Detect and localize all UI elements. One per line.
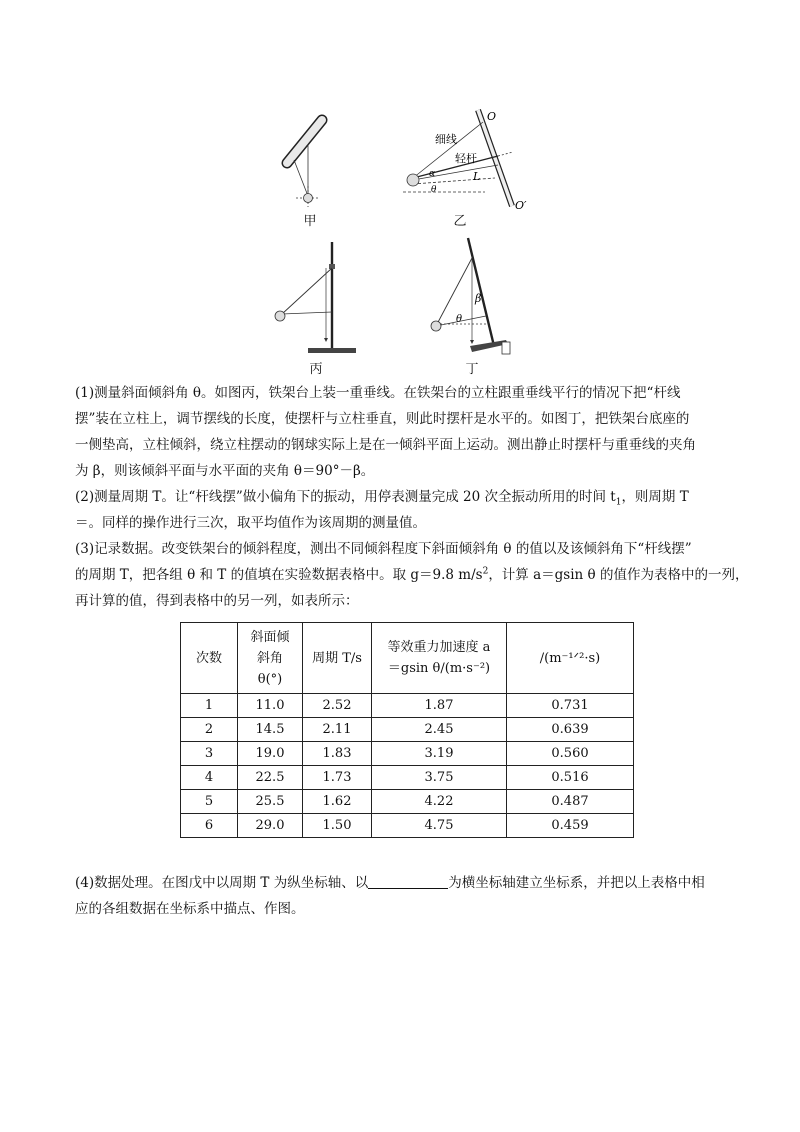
paragraph-3-line-2b: ，计算 a＝gsin θ 的值作为表格中的一列，: [488, 567, 749, 583]
table-cell: 3: [181, 742, 238, 766]
bing-rod: [282, 268, 332, 314]
paragraph-4: [75, 870, 730, 922]
header-period: 周期 T/s: [303, 623, 372, 694]
figure-yi: [395, 108, 545, 213]
paragraph-2-line-1-text: (2)测量周期 T。让“杆线摆”做小偏角下的振动，用停表测量完成 20 次全振动所用的时间 t: [75, 489, 616, 505]
table-cell: 0.639: [507, 718, 634, 742]
header-computed: /(m⁻¹ᐟ²·s): [507, 623, 634, 694]
paragraph-1-line-4: 为 β，则该倾斜平面与水平面的夹角 θ＝90°－β。: [75, 463, 375, 479]
ding-label-beta: β: [475, 292, 482, 305]
yi-label-alpha: α: [429, 169, 436, 179]
table-cell: 0.459: [507, 814, 634, 838]
table-cell: 5: [181, 790, 238, 814]
ding-rod: [436, 258, 472, 326]
paragraph-2: [75, 484, 730, 536]
table-cell: 11.0: [238, 694, 303, 718]
header-gravity-line-1: 等效重力加速度 a: [387, 640, 491, 655]
table-cell: 1.50: [303, 814, 372, 838]
jia-thread-left: [294, 160, 308, 196]
header-angle-line-1: 斜面倾: [250, 629, 290, 645]
table-row: [181, 718, 634, 742]
ding-label-theta: θ: [456, 314, 463, 325]
paragraph-2-line-1-end: ，则周期 T: [621, 489, 689, 505]
table-cell: 19.0: [238, 742, 303, 766]
table-cell: 14.5: [238, 718, 303, 742]
yi-label-rod: 轻杆: [455, 152, 477, 165]
paragraph-3-line-2: [75, 562, 749, 588]
table-cell: 29.0: [238, 814, 303, 838]
table-cell: 0.487: [507, 790, 634, 814]
paragraph-3-line-2a: 的周期 T，把各组 θ 和 T 的值填在实验数据表格中。取 g＝9.8 m/s: [75, 567, 483, 583]
paragraph-1-line-3: 一侧垫高，立柱倾斜，绕立柱摆动的钢球实际上是在一倾斜平面上运动。测出静止时摆杆与重垂线的夹角: [75, 437, 696, 453]
table-row: [181, 766, 634, 790]
table-header-row: [181, 623, 634, 694]
ding-plumb-bob: [470, 340, 474, 344]
table-cell: 4: [181, 766, 238, 790]
figure-jia-caption: 甲: [303, 214, 317, 229]
yi-label-O: O: [487, 110, 497, 123]
table-cell: 3.75: [372, 766, 507, 790]
paragraph-2-line-1: [75, 484, 730, 510]
table-row: [181, 814, 634, 838]
table-row: [181, 742, 634, 766]
jia-rod: [287, 120, 322, 163]
table-cell: 4.75: [372, 814, 507, 838]
ding-ball: [431, 321, 441, 331]
yi-label-theta: θ: [431, 185, 437, 195]
paragraph-4-line-1a: (4)数据处理。在图戊中以周期 T 为纵坐标轴、以: [75, 875, 369, 891]
figure-bing-caption: 丙: [309, 362, 323, 377]
figure-jia: [270, 108, 350, 208]
paragraph-3-line-1: (3)记录数据。改变铁架台的倾斜程度，测出不同倾斜程度下斜面倾斜角 θ 的值以及该倾斜角下“杆线摆”: [75, 541, 692, 557]
ding-wedge-block: [502, 342, 510, 354]
paragraph-2-line-2: ＝。同样的操作进行三次，取平均值作为该周期的测量值。: [75, 515, 426, 531]
table-cell: 2.52: [303, 694, 372, 718]
bing-thread: [282, 312, 332, 314]
paragraph-3-superscript: 2: [482, 566, 489, 577]
table-cell: 1.87: [372, 694, 507, 718]
table-cell: 1.73: [303, 766, 372, 790]
table-cell: 22.5: [238, 766, 303, 790]
bing-base: [308, 348, 356, 353]
bing-ball: [275, 311, 285, 321]
data-table: [180, 622, 634, 838]
table-row: [181, 694, 634, 718]
bing-plumb-bob: [324, 338, 328, 342]
table-row: [181, 790, 634, 814]
yi-rod-extension: [498, 152, 513, 156]
table-cell: 4.22: [372, 790, 507, 814]
table-cell: 0.560: [507, 742, 634, 766]
header-angle: [238, 623, 303, 694]
table-cell: 6: [181, 814, 238, 838]
paragraph-3: [75, 536, 749, 614]
paragraph-4-line-1b: 为横坐标轴建立坐标系，并把以上表格中相: [448, 875, 705, 891]
header-count: 次数: [181, 623, 238, 694]
answer-blank[interactable]: [368, 874, 448, 889]
table-cell: 0.731: [507, 694, 634, 718]
jia-ball: [304, 194, 313, 203]
table-cell: 1.83: [303, 742, 372, 766]
table-cell: 2.11: [303, 718, 372, 742]
yi-dashed-slant: [413, 178, 495, 184]
paragraph-4-line-2: 应的各组数据在坐标系中描点、作图。: [75, 901, 305, 917]
table-cell: 2.45: [372, 718, 507, 742]
figure-ding-caption: 丁: [465, 362, 479, 377]
yi-ball: [407, 174, 419, 186]
paragraph-1-line-2: 摆”装在立柱上，调节摆线的长度，使摆杆与立柱垂直，则此时摆杆是水平的。如图丁，把铁架台底座的: [75, 411, 690, 427]
table-cell: 1: [181, 694, 238, 718]
header-gravity-line-2: ＝gsin θ/(m·s⁻²): [387, 661, 491, 676]
table-cell: 25.5: [238, 790, 303, 814]
yi-label-O2: O′: [515, 199, 527, 212]
table-cell: 2: [181, 718, 238, 742]
header-angle-line-3: θ(°): [257, 671, 283, 687]
figure-bing: [260, 238, 360, 358]
figure-ding: [420, 236, 530, 358]
yi-label-L: L: [473, 170, 481, 183]
paragraph-1-line-1: (1)测量斜面倾斜角 θ。如图丙，铁架台上装一重垂线。在铁架台的立柱跟重垂线平行的情况下把“杆线: [75, 385, 681, 401]
figure-yi-caption: 乙: [453, 214, 467, 229]
yi-label-thread: 细线: [435, 133, 457, 146]
header-gravity: [372, 623, 507, 694]
table-cell: 0.516: [507, 766, 634, 790]
table-cell: 1.62: [303, 790, 372, 814]
paragraph-2-subscript: 1: [615, 497, 622, 508]
paragraph-4-line-1: [75, 870, 730, 896]
header-angle-line-2: 斜角: [256, 650, 283, 666]
paragraph-1: [75, 380, 730, 484]
paragraph-3-line-3: 再计算的值，得到表格中的另一列，如表所示：: [75, 593, 359, 609]
table-cell: 3.19: [372, 742, 507, 766]
